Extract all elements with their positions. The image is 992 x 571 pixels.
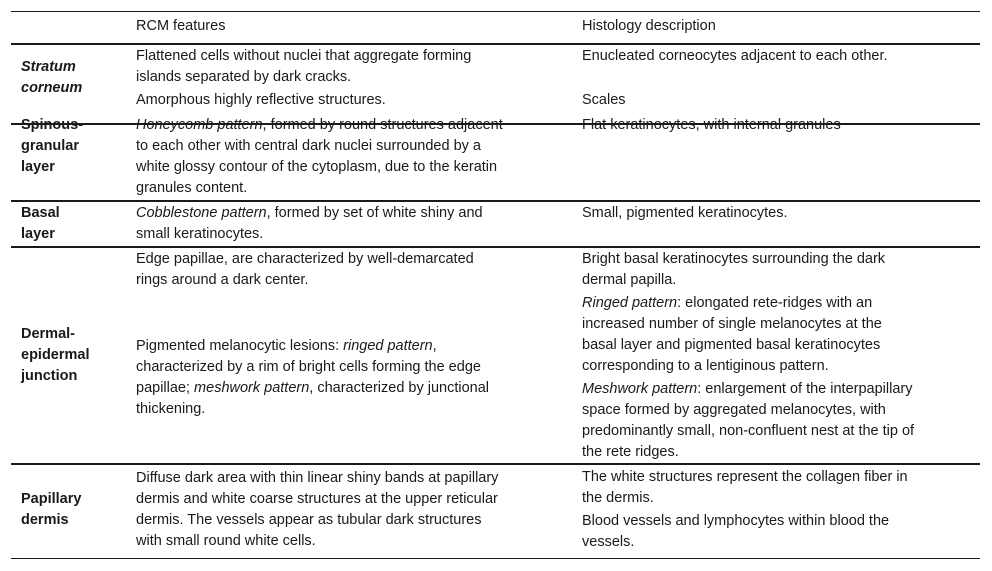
- row-label-basal-l1: Basal: [21, 205, 60, 221]
- dej-rcm-b-l1-post: ,: [432, 338, 437, 354]
- papillary-rcm-l4: with small round white cells.: [136, 533, 316, 549]
- rule-top: [11, 11, 980, 12]
- spinous-rcm-l3: white glossy contour of the cytoplasm, due to the keratin: [136, 159, 498, 175]
- papillary-histo-a-l1: The white structures represent the collagen fiber in: [582, 469, 908, 485]
- rule-bottom: [11, 558, 980, 559]
- rule-after-basal: [11, 246, 980, 248]
- basal-rcm-emphasis: Cobblestone pattern: [136, 205, 267, 221]
- spinous-histo: Flat keratinocytes, with internal granules: [582, 117, 841, 133]
- spinous-rcm-l1: [136, 115, 503, 136]
- rule-after-dej: [11, 463, 980, 465]
- header-rcm-features: RCM features: [136, 18, 226, 34]
- papillary-rcm-l1: Diffuse dark area with thin linear shiny bands at papillary: [136, 470, 499, 486]
- row-label-dej-l3: junction: [21, 368, 78, 384]
- spinous-rcm-emphasis: Honeycomb pattern: [136, 117, 263, 133]
- papillary-rcm-l2: dermis and white coarse structures at the upper reticular: [136, 491, 498, 507]
- stratum-histo-a: Enucleated corneocytes adjacent to each other.: [582, 48, 888, 64]
- spinous-rcm-l4: granules content.: [136, 180, 248, 196]
- dej-histo-c-l1: [582, 379, 912, 400]
- row-label-spinous-l3: layer: [21, 159, 55, 175]
- papillary-rcm-l3: dermis. The vessels appear as tubular dark structures: [136, 512, 482, 528]
- dej-rcm-b-l3-post: , characterized by junctional: [309, 380, 490, 396]
- row-label-stratum-l1: Stratum: [21, 59, 76, 75]
- dej-rcm-b-l1: [136, 336, 437, 357]
- papillary-histo-a-l2: the dermis.: [582, 490, 654, 506]
- dej-histo-b-l2: increased number of single melanocytes at the: [582, 316, 882, 332]
- dej-histo-b-l1: [582, 293, 872, 314]
- dej-rcm-b-l2: characterized by a rim of bright cells forming the edge: [136, 359, 481, 375]
- rule-after-spinous: [11, 200, 980, 202]
- dej-histo-b-l1-rest: : elongated rete-ridges with an: [677, 295, 873, 311]
- stratum-histo-b: Scales: [582, 92, 626, 108]
- rule-header-bottom: [11, 43, 980, 45]
- dej-histo-c-l2: space formed by aggregated melanocytes, with: [582, 402, 886, 418]
- dej-histo-a-l2: dermal papilla.: [582, 272, 677, 288]
- dej-histo-c-emphasis: Meshwork pattern: [582, 381, 698, 397]
- row-label-spinous-l1: Spinous-: [21, 117, 84, 133]
- dej-histo-a-l1: Bright basal keratinocytes surrounding the dark: [582, 251, 886, 267]
- dej-rcm-b-l3: [136, 378, 489, 399]
- row-label-stratum-l2: corneum: [21, 80, 83, 96]
- spinous-rcm-l2: to each other with central dark nuclei surrounded by a: [136, 138, 481, 154]
- papillary-histo-b-l2: vessels.: [582, 534, 635, 550]
- stratum-rcm-a-l1: Flattened cells without nuclei that aggregate forming: [136, 48, 472, 64]
- basal-histo: Small, pigmented keratinocytes.: [582, 205, 788, 221]
- dej-rcm-b-l4: thickening.: [136, 401, 206, 417]
- header-histology-description: Histology description: [582, 18, 716, 34]
- dej-rcm-b-l1-pre: Pigmented melanocytic lesions:: [136, 338, 344, 354]
- row-label-dej-l2: epidermal: [21, 347, 90, 363]
- row-label-spinous-l2: granular: [21, 138, 80, 154]
- dej-histo-c-l4: the rete ridges.: [582, 444, 679, 460]
- dej-histo-c-l1-rest: : enlargement of the interpapillary: [697, 381, 913, 397]
- dej-rcm-b-l3-pre: papillae;: [136, 380, 195, 396]
- dej-rcm-a-l2: rings around a dark center.: [136, 272, 309, 288]
- dej-rcm-a-l1: Edge papillae, are characterized by well-demarcated: [136, 251, 474, 267]
- dej-histo-b-l4: corresponding to a lentiginous pattern.: [582, 358, 829, 374]
- dej-histo-b-emphasis: Ringed pattern: [582, 295, 678, 311]
- spinous-rcm-l1-rest: , formed by round structures adjacent: [262, 117, 503, 133]
- row-label-papillary-l2: dermis: [21, 512, 69, 528]
- dej-rcm-b-l3-emphasis: meshwork pattern: [194, 380, 310, 396]
- dej-histo-c-l3: predominantly small, non-confluent nest at the tip of: [582, 423, 915, 439]
- row-label-papillary-l1: Papillary: [21, 491, 82, 507]
- basal-rcm-l1: [136, 203, 483, 224]
- rcm-histology-table: [11, 11, 980, 559]
- row-label-basal-l2: layer: [21, 226, 55, 242]
- stratum-rcm-a-l2: islands separated by dark cracks.: [136, 69, 352, 85]
- basal-rcm-l2: small keratinocytes.: [136, 226, 264, 242]
- dej-histo-b-l3: basal layer and pigmented basal keratinocytes: [582, 337, 881, 353]
- papillary-histo-b-l1: Blood vessels and lymphocytes within blood the: [582, 513, 890, 529]
- dej-rcm-b-l1-emphasis: ringed pattern: [343, 338, 433, 354]
- row-label-dej-l1: Dermal-: [21, 326, 75, 342]
- stratum-rcm-b: Amorphous highly reflective structures.: [136, 92, 386, 108]
- basal-rcm-l1-rest: , formed by set of white shiny and: [266, 205, 483, 221]
